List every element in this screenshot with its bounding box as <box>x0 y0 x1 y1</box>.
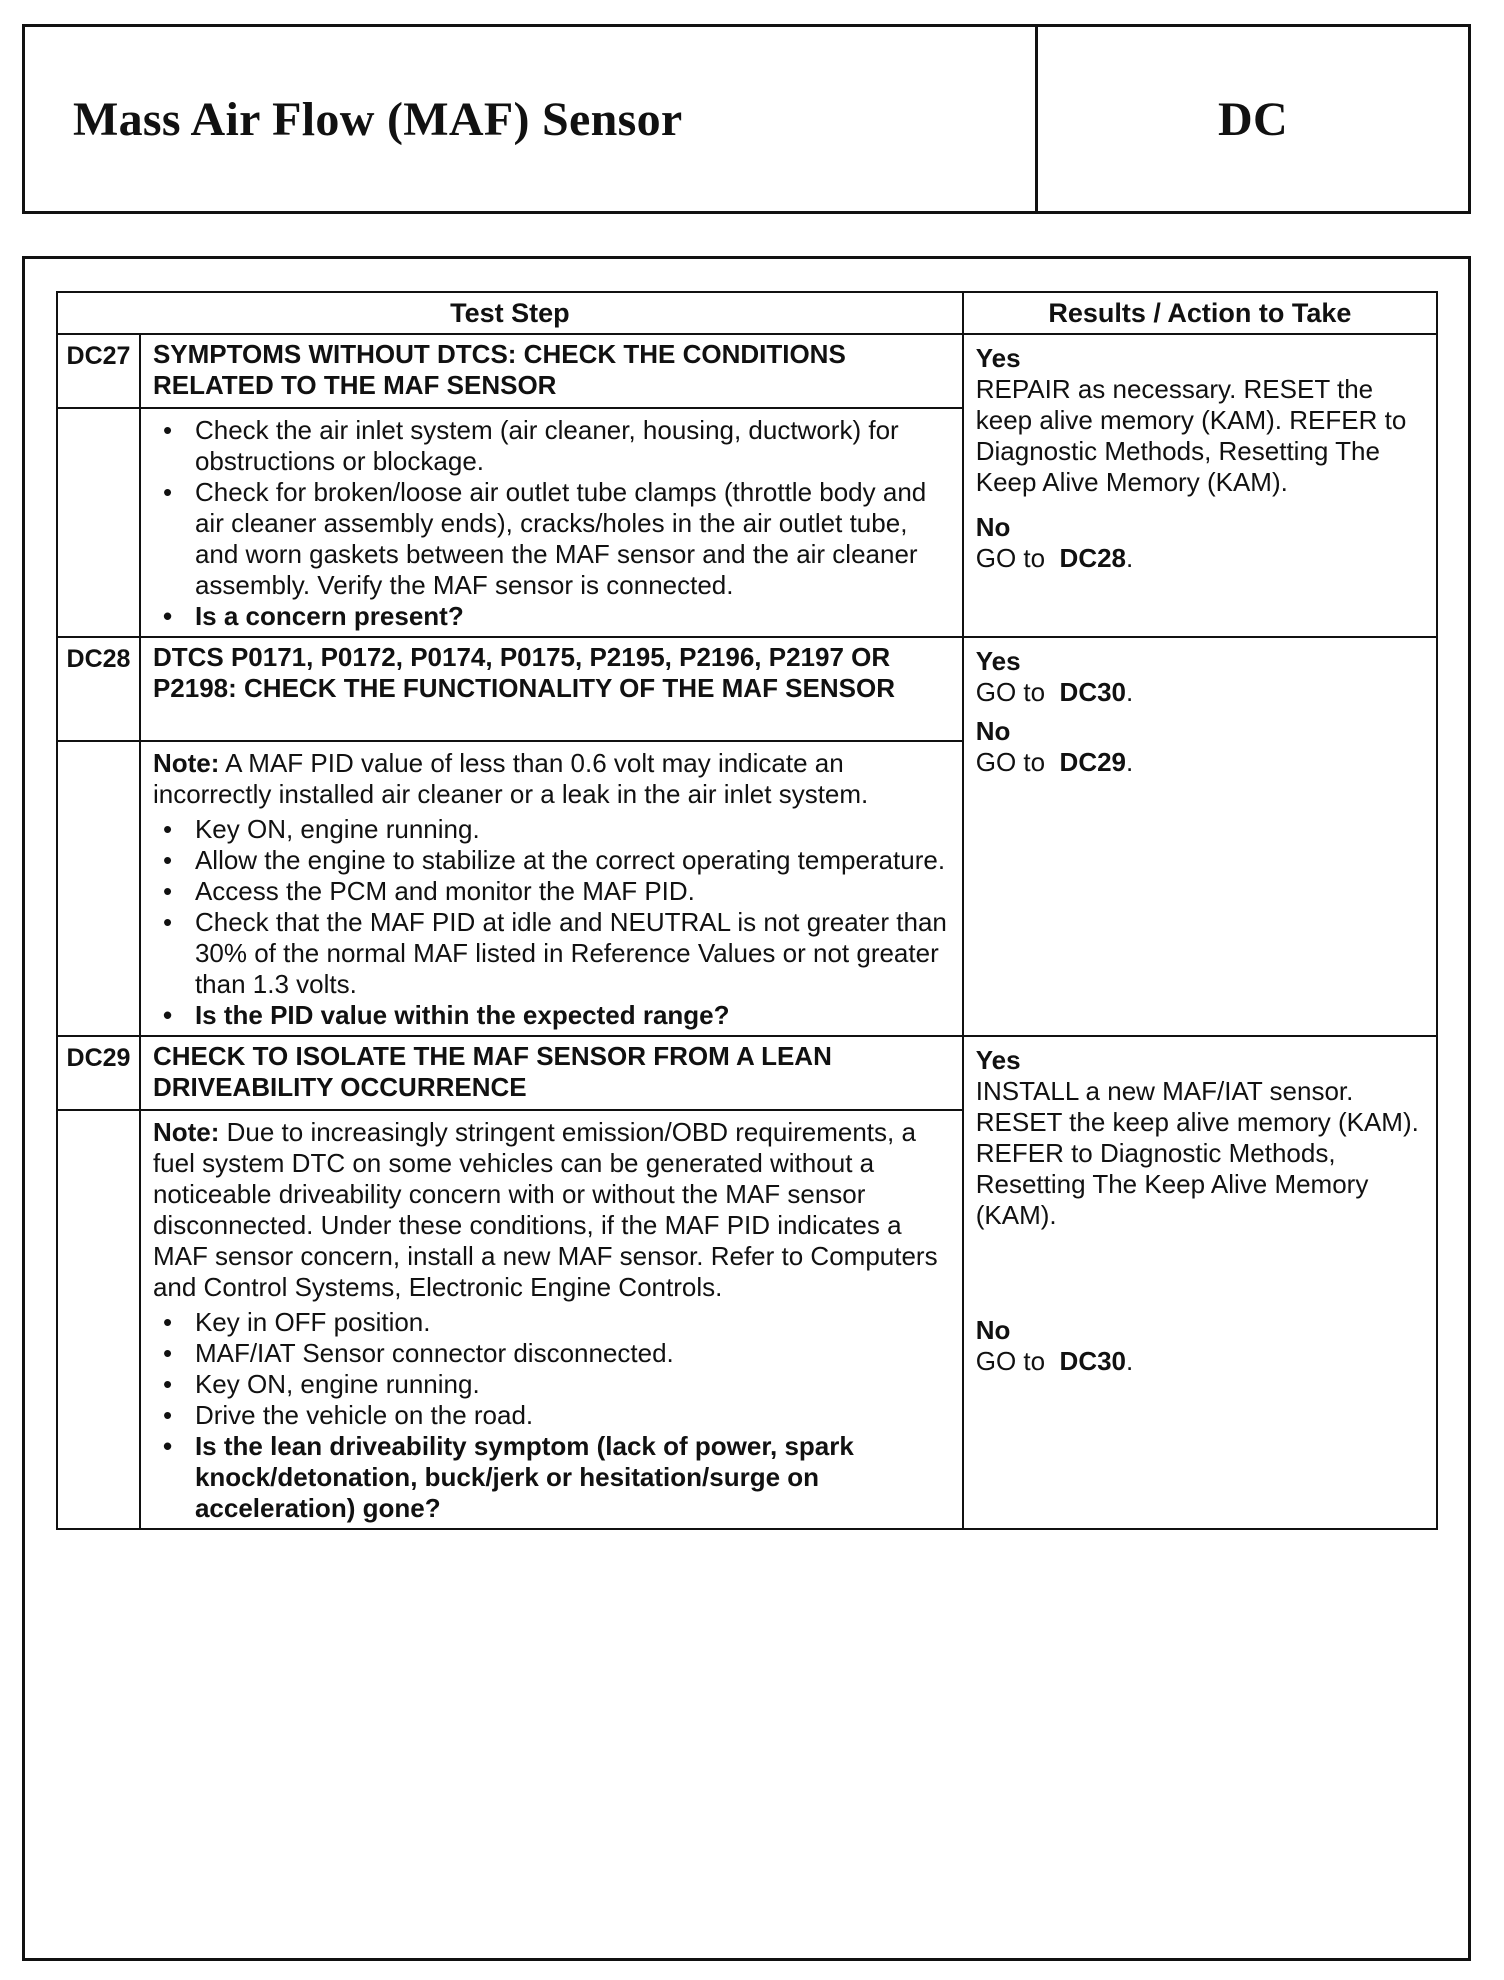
yes-action <box>976 677 1428 708</box>
step-note <box>153 1117 950 1303</box>
step-id: DC29 <box>57 1036 140 1110</box>
step-id-spacer <box>57 1110 140 1529</box>
step-title-row <box>57 637 1437 741</box>
section-code-cell <box>1038 27 1468 211</box>
step-body <box>140 408 963 637</box>
yes-label: Yes <box>975 1045 1021 1075</box>
list-item: • Allow the engine to stabilize at the correct operating temperature. <box>153 845 950 876</box>
list-item: • Key in OFF position. <box>153 1307 950 1338</box>
goto-suffix: . <box>1126 1346 1134 1376</box>
no-action <box>976 543 1428 574</box>
no-label: No <box>975 512 1011 542</box>
section-code: DC <box>1218 92 1288 146</box>
note-label: Note: <box>152 1117 220 1147</box>
step-id-spacer <box>57 741 140 1036</box>
page-title: Mass Air Flow (MAF) Sensor <box>73 92 683 146</box>
no-label: No <box>975 1315 1011 1345</box>
goto-prefix: GO to <box>975 677 1046 707</box>
list-item: • Check that the MAF PID at idle and NEUTRAL is not greater than 30% of the normal MAF listed in Reference Values or not greater than 1.3 volts. <box>153 907 950 1000</box>
note-label: Note: <box>152 748 220 778</box>
step-bullets <box>153 814 950 1031</box>
column-header-results: Results / Action to Take <box>963 292 1437 334</box>
step-results <box>963 637 1437 1036</box>
step-id-spacer <box>57 408 140 637</box>
step-title: DTCS P0171, P0172, P0174, P0175, P2195, P2196, P2197 OR P2198: CHECK THE FUNCTIONALITY OF THE MAF SENSOR <box>140 637 963 741</box>
goto-prefix: GO to <box>975 543 1046 573</box>
note-text: Due to increasingly stringent emission/OBD requirements, a fuel system DTC on some vehicles can be generated without a noticeable driveability concern with or without the MAF sensor disconnected. Under these conditions, if the MAF PID indicates a MAF sensor concern, install a new MAF sensor. Refer to Computers and Control Systems, Electronic Engine Controls. <box>152 1117 938 1302</box>
step-results <box>963 334 1437 637</box>
list-item: • Check for broken/loose air outlet tube clamps (throttle body and air cleaner assembly ends), cracks/holes in the air outlet tube, and worn gaskets between the MAF sensor and the air cleaner assembly. Verify the MAF sensor is connected. <box>153 477 950 601</box>
goto-suffix: . <box>1126 747 1134 777</box>
list-item: • Access the PCM and monitor the MAF PID. <box>153 876 950 907</box>
goto-prefix: GO to <box>975 747 1046 777</box>
step-body <box>140 1110 963 1529</box>
yes-action: INSTALL a new MAF/IAT sensor. RESET the keep alive memory (KAM). REFER to Diagnostic Methods, Resetting The Keep Alive Memory (KAM). <box>975 1076 1419 1230</box>
page-header <box>22 24 1471 214</box>
no-action <box>976 1346 1428 1377</box>
list-item: • MAF/IAT Sensor connector disconnected. <box>153 1338 950 1369</box>
step-title-row <box>57 1036 1437 1110</box>
title-cell <box>25 27 1038 211</box>
step-title: SYMPTOMS WITHOUT DTCS: CHECK THE CONDITIONS RELATED TO THE MAF SENSOR <box>140 334 963 408</box>
test-step-table <box>56 291 1438 1530</box>
column-header-test-step: Test Step <box>57 292 963 334</box>
no-label: No <box>975 716 1011 746</box>
no-action <box>976 747 1428 778</box>
step-question: • Is the lean driveability symptom (lack of power, spark knock/detonation, buck/jerk or hesitation/surge on acceleration) gone? <box>153 1431 950 1524</box>
step-question: • Is the PID value within the expected range? <box>153 1000 950 1031</box>
goto-target: DC30 <box>1059 1346 1127 1376</box>
table-header-row <box>57 292 1437 334</box>
yes-label: Yes <box>975 646 1021 676</box>
step-id: DC27 <box>57 334 140 408</box>
step-results <box>963 1036 1437 1529</box>
list-item: • Key ON, engine running. <box>153 814 950 845</box>
step-body <box>140 741 963 1036</box>
goto-prefix: GO to <box>975 1346 1046 1376</box>
list-item: • Key ON, engine running. <box>153 1369 950 1400</box>
step-title-row <box>57 334 1437 408</box>
yes-action: REPAIR as necessary. RESET the keep alive memory (KAM). REFER to Diagnostic Methods, Resetting The Keep Alive Memory (KAM). <box>975 374 1407 497</box>
goto-target: DC28 <box>1059 543 1127 573</box>
step-bullets <box>153 1307 950 1524</box>
step-title: CHECK TO ISOLATE THE MAF SENSOR FROM A LEAN DRIVEABILITY OCCURRENCE <box>140 1036 963 1110</box>
list-item: • Check the air inlet system (air cleaner, housing, ductwork) for obstructions or blockage. <box>153 415 950 477</box>
content-frame <box>22 256 1471 1961</box>
step-question: • Is a concern present? <box>153 601 950 632</box>
goto-target: DC29 <box>1059 747 1127 777</box>
note-text: A MAF PID value of less than 0.6 volt may indicate an incorrectly installed air cleaner or a leak in the air inlet system. <box>152 748 869 809</box>
step-note <box>153 748 950 810</box>
yes-label: Yes <box>975 343 1021 373</box>
goto-suffix: . <box>1126 543 1134 573</box>
goto-target: DC30 <box>1059 677 1127 707</box>
list-item: • Drive the vehicle on the road. <box>153 1400 950 1431</box>
step-bullets <box>153 415 950 632</box>
goto-suffix: . <box>1126 677 1134 707</box>
step-id: DC28 <box>57 637 140 741</box>
